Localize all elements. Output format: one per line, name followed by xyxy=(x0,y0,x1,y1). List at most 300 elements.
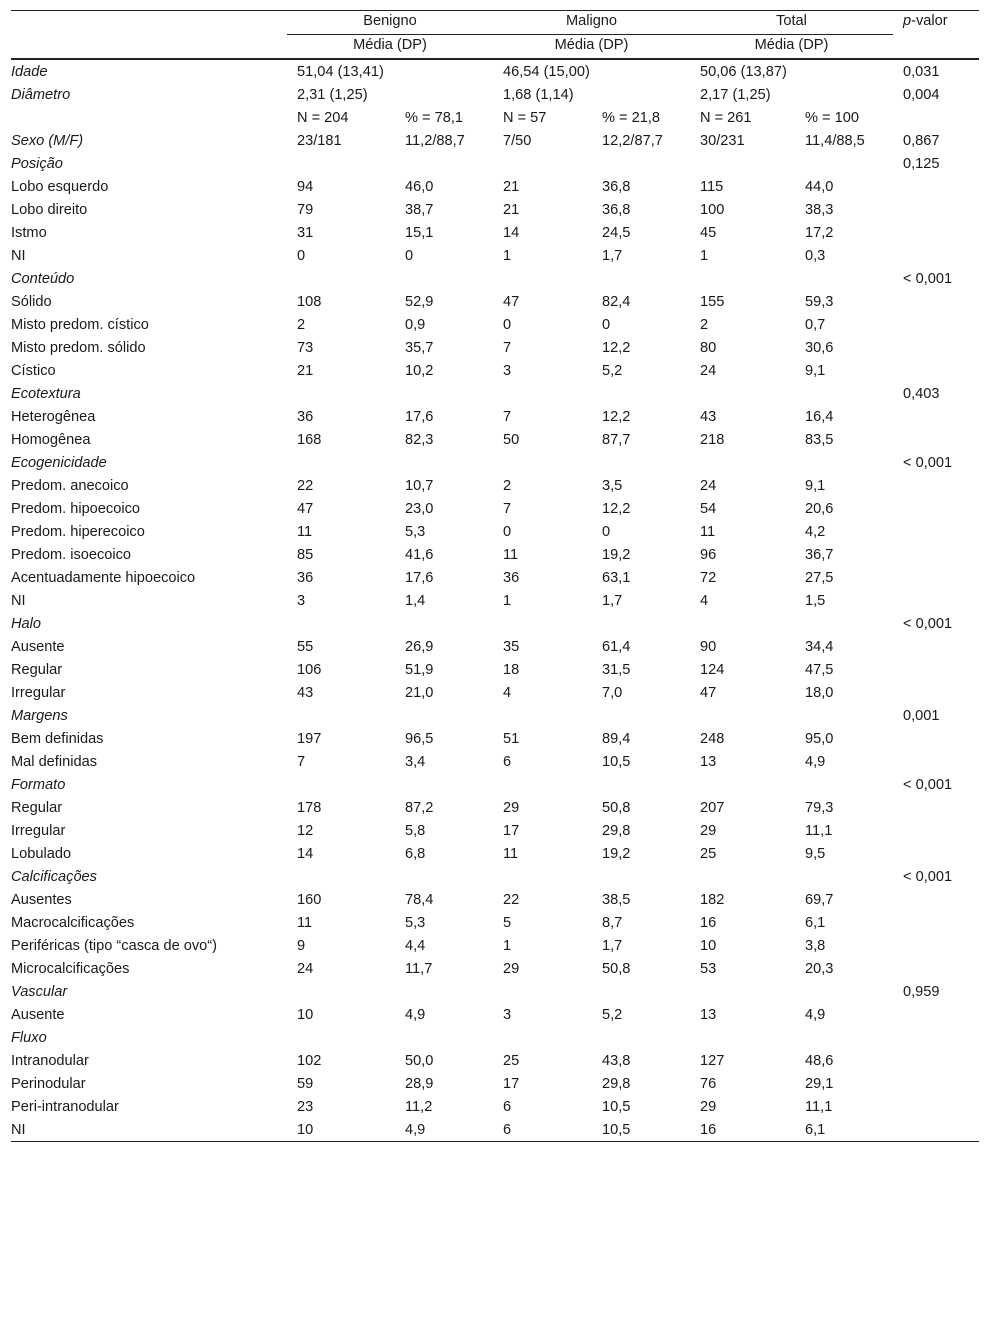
table-cell: 0,3 xyxy=(805,248,826,264)
table-cell: 9,1 xyxy=(805,363,826,379)
p-value-cell: < 0,001 xyxy=(903,616,953,632)
table-cell: 10,5 xyxy=(602,754,631,770)
table-row xyxy=(11,658,979,681)
table-row xyxy=(11,796,979,819)
table-cell: 2,17 (1,25) xyxy=(700,87,771,103)
row-label: Predom. hiperecoico xyxy=(11,524,145,540)
table-cell: 36 xyxy=(297,570,314,586)
table-cell: 31 xyxy=(297,225,314,241)
table-cell xyxy=(287,704,383,727)
table-cell xyxy=(690,382,783,405)
row-label: Regular xyxy=(11,800,63,816)
table-cell xyxy=(493,382,580,405)
table-cell: 182 xyxy=(700,892,725,908)
table-cell: 44,0 xyxy=(805,179,834,195)
p-value-cell: < 0,001 xyxy=(903,455,953,471)
row-label: NI xyxy=(11,1122,26,1138)
table-cell: 7 xyxy=(503,501,512,517)
table-cell xyxy=(287,612,383,635)
table-cell: 13 xyxy=(700,1007,717,1023)
row-label: Intranodular xyxy=(11,1053,89,1069)
table-cell: 108 xyxy=(297,294,322,310)
table-cell: 10 xyxy=(297,1007,314,1023)
table-cell: 1 xyxy=(503,938,512,954)
p-value-cell xyxy=(893,1095,979,1118)
table-row xyxy=(11,60,979,83)
table-cell: 6,8 xyxy=(405,846,426,862)
table-row xyxy=(11,267,979,290)
table-cell: 4,2 xyxy=(805,524,826,540)
table-row xyxy=(11,106,979,129)
table-cell xyxy=(783,704,893,727)
table-row xyxy=(11,198,979,221)
p-value-cell xyxy=(893,543,979,566)
row-label: Lobo direito xyxy=(11,202,88,218)
table-cell: 2 xyxy=(700,317,709,333)
table-cell: 11 xyxy=(503,547,519,563)
table-cell: 47 xyxy=(297,501,314,517)
table-row xyxy=(11,1003,979,1026)
table-cell: 106 xyxy=(297,662,322,678)
table-cell: 5,8 xyxy=(405,823,426,839)
table-cell: 87,7 xyxy=(602,432,631,448)
header-sub-total: Média (DP) xyxy=(754,37,829,53)
table-cell: 45 xyxy=(700,225,717,241)
table-cell: 52,9 xyxy=(405,294,434,310)
table-cell: 12,2 xyxy=(602,340,631,356)
table-cell: 29,8 xyxy=(602,1076,631,1092)
table-row xyxy=(11,129,979,152)
table-cell: 38,7 xyxy=(405,202,434,218)
row-label: NI xyxy=(11,593,26,609)
table-cell: 11 xyxy=(700,524,716,540)
table-cell: 11 xyxy=(297,524,313,540)
row-label: Halo xyxy=(11,616,42,632)
table-cell xyxy=(783,865,893,888)
table-cell: 30,6 xyxy=(805,340,834,356)
table-cell: 0,9 xyxy=(405,317,426,333)
table-row xyxy=(11,773,979,796)
table-cell: 11,4/88,5 xyxy=(805,133,865,149)
table-cell: 19,2 xyxy=(602,846,631,862)
p-value-cell xyxy=(893,1072,979,1095)
table-cell xyxy=(690,704,783,727)
table-cell xyxy=(580,1026,690,1049)
table-cell: 13 xyxy=(700,754,717,770)
table-cell: 12,2/87,7 xyxy=(602,133,663,149)
table-cell: 96 xyxy=(700,547,717,563)
table-cell: 72 xyxy=(700,570,717,586)
header-benigno: Benigno xyxy=(287,11,493,35)
table-cell: 24 xyxy=(700,478,717,494)
table-cell: 83,5 xyxy=(805,432,834,448)
table-cell: 155 xyxy=(700,294,725,310)
table-cell: 3,4 xyxy=(405,754,426,770)
table-cell xyxy=(580,267,690,290)
table-cell: 20,6 xyxy=(805,501,834,517)
table-row xyxy=(11,819,979,842)
table-cell: 20,3 xyxy=(805,961,834,977)
table-cell: 3 xyxy=(503,1007,512,1023)
table-cell: 29 xyxy=(503,800,520,816)
table-row xyxy=(11,244,979,267)
table-cell: 36,7 xyxy=(805,547,834,563)
p-value-cell xyxy=(893,175,979,198)
p-value-cell xyxy=(893,957,979,980)
table-cell xyxy=(690,267,783,290)
table-cell: 0 xyxy=(503,524,512,540)
table-row xyxy=(11,681,979,704)
table-cell: 2,31 (1,25) xyxy=(297,87,368,103)
table-cell xyxy=(783,382,893,405)
table-cell: 10 xyxy=(700,938,717,954)
table-cell: 24 xyxy=(700,363,717,379)
row-label: Lobo esquerdo xyxy=(11,179,109,195)
p-value-cell xyxy=(893,911,979,934)
table-cell: 43,8 xyxy=(602,1053,631,1069)
table-cell xyxy=(383,152,493,175)
p-value-cell xyxy=(893,520,979,543)
p-value-cell: 0,867 xyxy=(903,133,940,149)
row-label: Sexo (M/F) xyxy=(11,133,84,149)
table-cell: 36 xyxy=(297,409,314,425)
header-row-groups xyxy=(11,11,979,35)
table-cell: 31,5 xyxy=(602,662,631,678)
table-cell: 0 xyxy=(297,248,306,264)
table-cell: 18 xyxy=(503,662,520,678)
p-value-cell xyxy=(893,290,979,313)
table-cell: 17,2 xyxy=(805,225,834,241)
table-cell: 25 xyxy=(503,1053,520,1069)
table-cell: 8,7 xyxy=(602,915,623,931)
table-cell: 5,3 xyxy=(405,915,426,931)
table-cell: 9 xyxy=(297,938,306,954)
table-cell: 17,6 xyxy=(405,409,434,425)
table-cell: 2 xyxy=(503,478,512,494)
table-cell xyxy=(580,865,690,888)
table-cell: 1,4 xyxy=(405,593,426,609)
table-cell: 4 xyxy=(503,685,512,701)
table-cell xyxy=(287,865,383,888)
table-cell xyxy=(783,152,893,175)
table-cell: 87,2 xyxy=(405,800,434,816)
table-cell: 17 xyxy=(503,823,520,839)
table-row xyxy=(11,1049,979,1072)
table-cell xyxy=(383,612,493,635)
p-value-cell xyxy=(893,1026,979,1049)
table-cell: 0 xyxy=(602,317,611,333)
table-cell: 78,4 xyxy=(405,892,434,908)
table-cell: 94 xyxy=(297,179,314,195)
table-cell: 124 xyxy=(700,662,725,678)
table-cell: 4,9 xyxy=(405,1007,426,1023)
table-cell: 1,5 xyxy=(805,593,826,609)
table-cell: 50,0 xyxy=(405,1053,434,1069)
row-label: Ecogenicidade xyxy=(11,455,107,471)
table-cell: 19,2 xyxy=(602,547,631,563)
table-cell: N = 261 xyxy=(700,110,752,126)
table-cell: 10,7 xyxy=(405,478,434,494)
table-cell: 79,3 xyxy=(805,800,834,816)
row-label: Peri-intranodular xyxy=(11,1099,119,1115)
table-cell: 4,9 xyxy=(805,1007,826,1023)
row-label: Misto predom. cístico xyxy=(11,317,149,333)
table-cell: 24 xyxy=(297,961,314,977)
table-cell: 18,0 xyxy=(805,685,834,701)
table-cell: 47 xyxy=(503,294,520,310)
row-label: Heterogênea xyxy=(11,409,96,425)
table-cell: 168 xyxy=(297,432,322,448)
table-cell xyxy=(690,152,783,175)
table-cell: 6 xyxy=(503,1122,512,1138)
table-cell xyxy=(493,1026,580,1049)
table-cell xyxy=(580,382,690,405)
table-row xyxy=(11,290,979,313)
header-row-sub xyxy=(11,35,979,60)
p-value-cell xyxy=(893,336,979,359)
table-cell xyxy=(493,773,580,796)
table-cell: 102 xyxy=(297,1053,322,1069)
table-cell: 1,7 xyxy=(602,938,623,954)
p-value-cell: < 0,001 xyxy=(903,271,953,287)
row-label: Regular xyxy=(11,662,63,678)
p-value-cell xyxy=(893,106,979,129)
table-row xyxy=(11,313,979,336)
table-cell: 1,7 xyxy=(602,248,623,264)
table-row xyxy=(11,566,979,589)
table-cell xyxy=(580,152,690,175)
table-cell: 5,2 xyxy=(602,1007,623,1023)
table-cell xyxy=(580,980,690,1003)
table-cell: 9,1 xyxy=(805,478,826,494)
table-cell: 43 xyxy=(297,685,314,701)
table-row xyxy=(11,1026,979,1049)
table-cell: 7 xyxy=(503,340,512,356)
table-cell xyxy=(783,1026,893,1049)
table-row xyxy=(11,336,979,359)
table-cell: 1 xyxy=(503,248,512,264)
table-cell: 0,7 xyxy=(805,317,826,333)
table-cell: 115 xyxy=(700,179,724,195)
table-cell: 53 xyxy=(700,961,717,977)
p-value-cell xyxy=(893,198,979,221)
table-cell: 248 xyxy=(700,731,725,747)
table-cell: 5,2 xyxy=(602,363,623,379)
table-cell: 22 xyxy=(297,478,314,494)
p-value-cell: 0,031 xyxy=(903,64,940,80)
table-cell xyxy=(580,612,690,635)
table-row xyxy=(11,520,979,543)
table-cell xyxy=(287,152,383,175)
table-cell: 36 xyxy=(503,570,520,586)
table-cell xyxy=(287,1026,383,1049)
table-cell xyxy=(783,267,893,290)
table-cell: 48,6 xyxy=(805,1053,834,1069)
table-cell: 6,1 xyxy=(805,915,826,931)
table-cell: 21 xyxy=(297,363,314,379)
table-cell: 11,1 xyxy=(805,1099,833,1115)
table-cell: 96,5 xyxy=(405,731,434,747)
table-cell: 2 xyxy=(297,317,306,333)
row-label: Vascular xyxy=(11,984,68,1000)
table-cell: 207 xyxy=(700,800,725,816)
p-value-cell xyxy=(893,934,979,957)
table-cell: 160 xyxy=(297,892,322,908)
table-cell xyxy=(287,382,383,405)
table-cell: 3,5 xyxy=(602,478,623,494)
table-row xyxy=(11,359,979,382)
table-cell: 85 xyxy=(297,547,314,563)
table-cell: 10,2 xyxy=(405,363,434,379)
table-cell xyxy=(383,773,493,796)
table-cell: 95,0 xyxy=(805,731,834,747)
table-cell: 61,4 xyxy=(602,639,631,655)
table-cell xyxy=(287,980,383,1003)
table-cell xyxy=(783,612,893,635)
table-cell: 27,5 xyxy=(805,570,834,586)
p-value-cell: 0,004 xyxy=(903,87,940,103)
table-cell xyxy=(287,451,383,474)
table-cell: 1 xyxy=(700,248,709,264)
table-cell: 51,04 (13,41) xyxy=(297,64,384,80)
table-cell: 82,3 xyxy=(405,432,434,448)
table-cell: 29 xyxy=(700,823,717,839)
table-row xyxy=(11,83,979,106)
p-value-cell xyxy=(893,635,979,658)
table-row xyxy=(11,428,979,451)
table-cell: 73 xyxy=(297,340,314,356)
table-cell: 41,6 xyxy=(405,547,434,563)
p-value-cell xyxy=(893,1003,979,1026)
table-cell: 1 xyxy=(503,593,512,609)
table-row xyxy=(11,221,979,244)
table-cell: 76 xyxy=(700,1076,717,1092)
header-sub-benigno: Média (DP) xyxy=(353,37,427,53)
table-cell: 29,8 xyxy=(602,823,631,839)
table-cell xyxy=(383,451,493,474)
table-cell xyxy=(690,773,783,796)
row-label: Diâmetro xyxy=(11,87,71,103)
table-cell xyxy=(493,980,580,1003)
table-cell: 11,2/88,7 xyxy=(405,133,465,149)
table-row xyxy=(11,980,979,1003)
table-cell xyxy=(493,267,580,290)
table-cell: 59,3 xyxy=(805,294,834,310)
p-value-cell xyxy=(893,727,979,750)
table-cell: 36,8 xyxy=(602,179,631,195)
row-label: Sólido xyxy=(11,294,52,310)
table-cell: 4,9 xyxy=(805,754,826,770)
table-row xyxy=(11,152,979,175)
table-cell: 16,4 xyxy=(805,409,834,425)
table-cell: 16 xyxy=(700,915,717,931)
table-cell: 7 xyxy=(503,409,512,425)
table-cell xyxy=(580,451,690,474)
row-label: Posição xyxy=(11,156,63,172)
p-value-cell xyxy=(893,244,979,267)
row-label: Formato xyxy=(11,777,66,793)
table-cell xyxy=(493,451,580,474)
table-row xyxy=(11,1118,979,1142)
table-cell xyxy=(690,612,783,635)
table-row xyxy=(11,727,979,750)
table-cell: 12,2 xyxy=(602,501,631,517)
row-label: Cístico xyxy=(11,363,56,379)
table-cell: 10,5 xyxy=(602,1099,631,1115)
table-row xyxy=(11,1095,979,1118)
table-cell xyxy=(690,1026,783,1049)
table-cell: 46,0 xyxy=(405,179,434,195)
table-cell: 11 xyxy=(297,915,313,931)
table-cell: 1,7 xyxy=(602,593,623,609)
table-cell xyxy=(690,980,783,1003)
table-cell: 59 xyxy=(297,1076,314,1092)
table-cell: 11,7 xyxy=(405,961,433,977)
table-row xyxy=(11,888,979,911)
table-cell: 21 xyxy=(503,179,520,195)
p-value-cell xyxy=(893,405,979,428)
table-row xyxy=(11,474,979,497)
p-value-cell xyxy=(893,796,979,819)
table-row xyxy=(11,934,979,957)
table-cell: 35,7 xyxy=(405,340,434,356)
table-cell: % = 78,1 xyxy=(405,110,464,126)
table-cell: 22 xyxy=(503,892,520,908)
table-row xyxy=(11,497,979,520)
table-cell: 79 xyxy=(297,202,314,218)
row-label: Perinodular xyxy=(11,1076,86,1092)
row-label: Mal definidas xyxy=(11,754,97,770)
table-cell: 10 xyxy=(297,1122,314,1138)
p-value-cell xyxy=(893,658,979,681)
table-cell xyxy=(493,152,580,175)
table-cell: 4,9 xyxy=(405,1122,426,1138)
table-cell: 3,8 xyxy=(805,938,826,954)
row-label: Predom. isoecoico xyxy=(11,547,132,563)
row-label: NI xyxy=(11,248,26,264)
table-cell: 11,1 xyxy=(805,823,833,839)
table-cell xyxy=(383,980,493,1003)
table-cell: 6 xyxy=(503,754,512,770)
table-cell: 46,54 (15,00) xyxy=(503,64,590,80)
table-cell: N = 57 xyxy=(503,110,547,126)
table-row xyxy=(11,911,979,934)
p-value-cell: 0,001 xyxy=(903,708,940,724)
table-cell: 5 xyxy=(503,915,512,931)
row-label: Fluxo xyxy=(11,1030,47,1046)
table-row xyxy=(11,612,979,635)
table-cell: 178 xyxy=(297,800,322,816)
table-row xyxy=(11,635,979,658)
table-cell: 51 xyxy=(503,731,520,747)
p-value-cell xyxy=(893,566,979,589)
table-row xyxy=(11,704,979,727)
table-cell: 90 xyxy=(700,639,717,655)
table-row xyxy=(11,382,979,405)
row-label: Idade xyxy=(11,64,48,80)
table-cell: 0 xyxy=(405,248,414,264)
table-cell: 50,8 xyxy=(602,800,631,816)
table-cell: 14 xyxy=(297,846,314,862)
p-value-cell xyxy=(893,1049,979,1072)
header-maligno: Maligno xyxy=(493,11,690,35)
table-row xyxy=(11,175,979,198)
row-label: Predom. hipoecoico xyxy=(11,501,140,517)
table-cell xyxy=(287,773,383,796)
table-cell: 47,5 xyxy=(805,662,834,678)
table-cell xyxy=(493,865,580,888)
table-cell xyxy=(383,865,493,888)
